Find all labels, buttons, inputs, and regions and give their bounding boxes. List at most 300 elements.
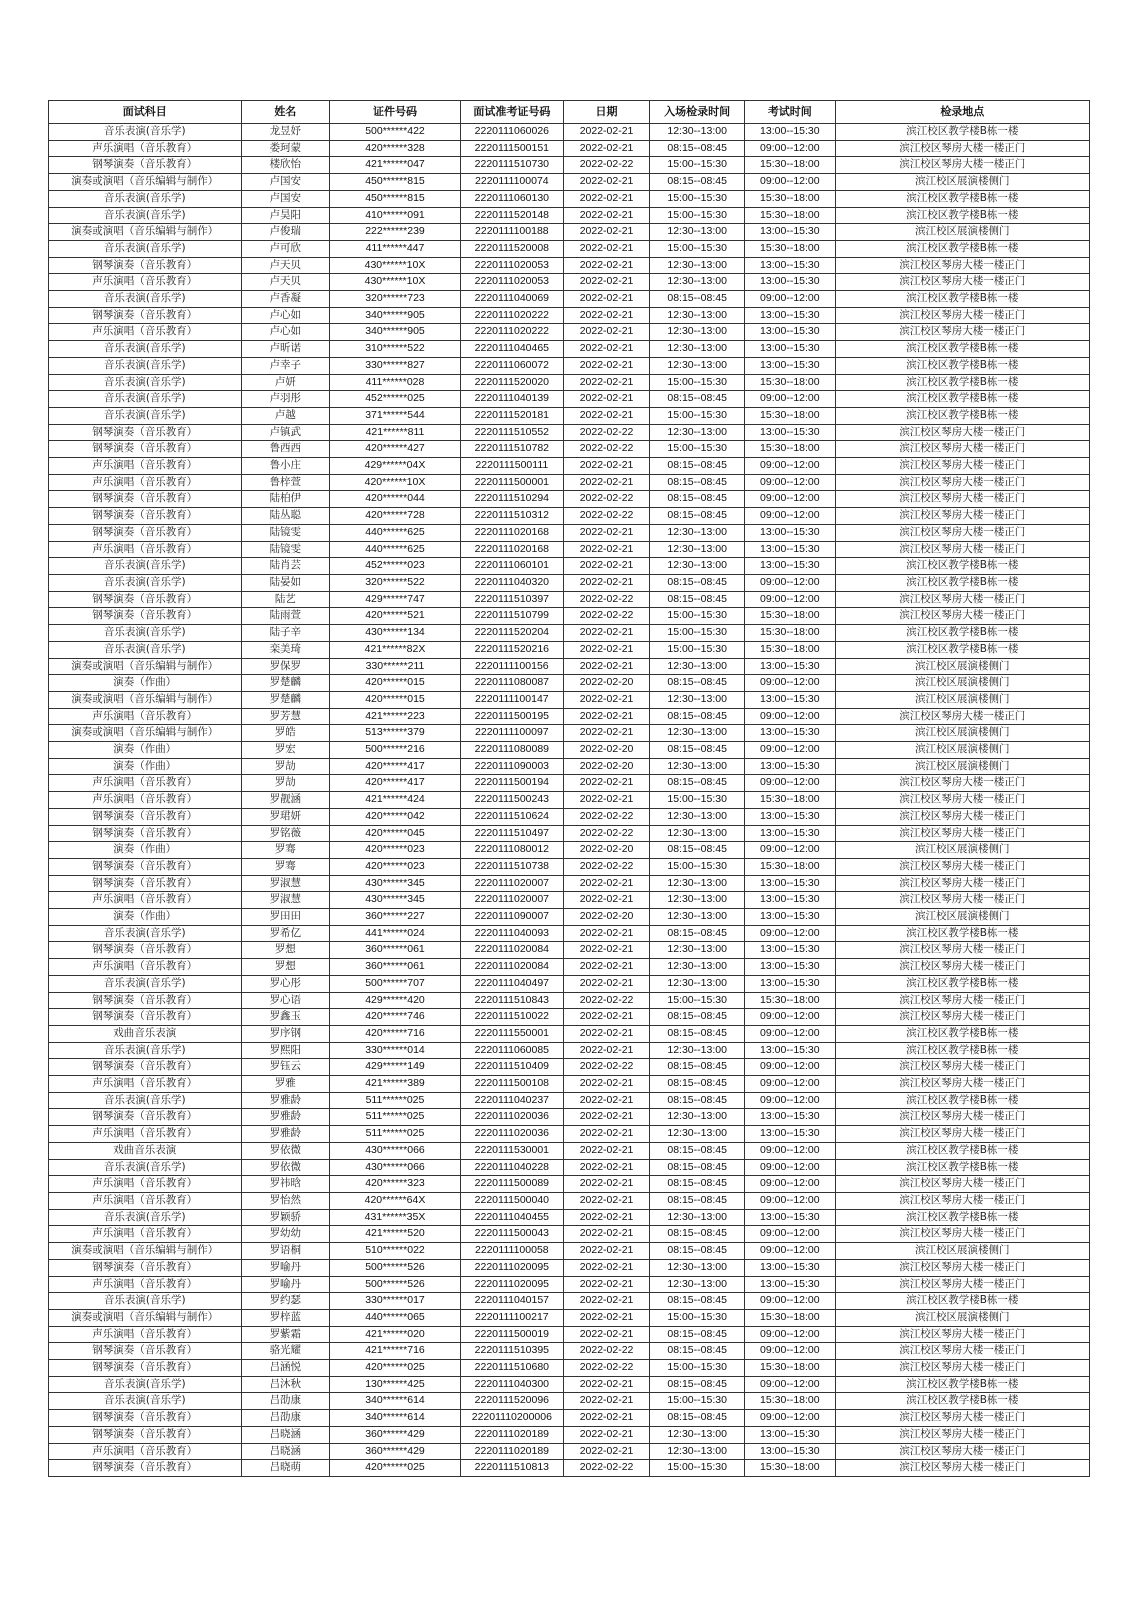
cell-date: 2022-02-21 — [563, 725, 649, 742]
cell-exam-time: 13:00--15:30 — [745, 257, 836, 274]
cell-admission-number: 2220111100097 — [460, 725, 563, 742]
cell-checkin-location: 滨江校区教学楼B栋一楼 — [835, 357, 1089, 374]
cell-id-number: 430******066 — [330, 1142, 461, 1159]
cell-date: 2022-02-21 — [563, 691, 649, 708]
cell-admission-number: 2220111020189 — [460, 1443, 563, 1460]
cell-admission-number: 2220111520096 — [460, 1393, 563, 1410]
table-row — [49, 391, 1090, 408]
cell-id-number: 420******10X — [330, 474, 461, 491]
cell-checkin-location: 滨江校区琴房大楼一楼正门 — [835, 1426, 1089, 1443]
cell-date: 2022-02-21 — [563, 1276, 649, 1293]
cell-checkin-time: 12:30--13:00 — [650, 424, 745, 441]
cell-exam-time: 13:00--15:30 — [745, 875, 836, 892]
cell-date: 2022-02-22 — [563, 441, 649, 458]
cell-name: 罗楚麟 — [241, 691, 330, 708]
cell-date: 2022-02-22 — [563, 608, 649, 625]
cell-date: 2022-02-21 — [563, 558, 649, 575]
cell-subject: 音乐表演(音乐学) — [49, 574, 242, 591]
cell-date: 2022-02-20 — [563, 842, 649, 859]
cell-checkin-time: 12:30--13:00 — [650, 558, 745, 575]
cell-date: 2022-02-22 — [563, 808, 649, 825]
cell-name: 罗希亿 — [241, 925, 330, 942]
cell-checkin-location: 滨江校区教学楼B栋一楼 — [835, 291, 1089, 308]
cell-name: 吕晓萌 — [241, 1460, 330, 1477]
cell-subject: 声乐演唱（音乐教育） — [49, 274, 242, 291]
cell-subject: 戏曲音乐表演 — [49, 1142, 242, 1159]
cell-exam-time: 09:00--12:00 — [745, 458, 836, 475]
cell-name: 吕劭康 — [241, 1410, 330, 1427]
cell-name: 罗皓 — [241, 725, 330, 742]
cell-checkin-time: 12:30--13:00 — [650, 541, 745, 558]
cell-checkin-time: 08:15--08:45 — [650, 458, 745, 475]
cell-checkin-location: 滨江校区琴房大楼一楼正门 — [835, 1410, 1089, 1427]
table-row — [49, 691, 1090, 708]
table-row — [49, 324, 1090, 341]
cell-checkin-location: 滨江校区教学楼B栋一楼 — [835, 374, 1089, 391]
cell-checkin-time: 15:00--15:30 — [650, 992, 745, 1009]
cell-checkin-time: 08:15--08:45 — [650, 775, 745, 792]
cell-name: 罗心彤 — [241, 975, 330, 992]
table-row — [49, 641, 1090, 658]
table-row — [49, 307, 1090, 324]
cell-name: 罗喻丹 — [241, 1276, 330, 1293]
cell-name: 卢昊阳 — [241, 207, 330, 224]
cell-exam-time: 13:00--15:30 — [745, 758, 836, 775]
cell-checkin-location: 滨江校区展演楼侧门 — [835, 842, 1089, 859]
table-row — [49, 157, 1090, 174]
cell-checkin-location: 滨江校区教学楼B栋一楼 — [835, 1025, 1089, 1042]
cell-exam-time: 13:00--15:30 — [745, 357, 836, 374]
cell-checkin-time: 08:15--08:45 — [650, 708, 745, 725]
cell-name: 罗骞 — [241, 858, 330, 875]
cell-exam-time: 13:00--15:30 — [745, 959, 836, 976]
cell-checkin-time: 08:15--08:45 — [650, 1159, 745, 1176]
cell-admission-number: 2220111020036 — [460, 1109, 563, 1126]
cell-date: 2022-02-21 — [563, 1109, 649, 1126]
cell-admission-number: 2220111020168 — [460, 524, 563, 541]
cell-subject: 音乐表演(音乐学) — [49, 341, 242, 358]
cell-checkin-location: 滨江校区琴房大楼一楼正门 — [835, 825, 1089, 842]
cell-name: 娄珂蒙 — [241, 140, 330, 157]
cell-subject: 钢琴演奏（音乐教育） — [49, 992, 242, 1009]
cell-exam-time: 13:00--15:30 — [745, 324, 836, 341]
cell-exam-time: 15:30--18:00 — [745, 1360, 836, 1377]
cell-id-number: 420******417 — [330, 775, 461, 792]
cell-name: 罗保罗 — [241, 658, 330, 675]
cell-exam-time: 15:30--18:00 — [745, 207, 836, 224]
cell-exam-time: 13:00--15:30 — [745, 1276, 836, 1293]
cell-subject: 演奏或演唱（音乐编辑与制作） — [49, 725, 242, 742]
cell-date: 2022-02-21 — [563, 1226, 649, 1243]
table-row — [49, 257, 1090, 274]
cell-checkin-time: 08:15--08:45 — [650, 1193, 745, 1210]
cell-id-number: 411******028 — [330, 374, 461, 391]
cell-exam-time: 13:00--15:30 — [745, 1209, 836, 1226]
cell-checkin-time: 12:30--13:00 — [650, 1109, 745, 1126]
cell-subject: 音乐表演(音乐学) — [49, 190, 242, 207]
cell-checkin-time: 08:15--08:45 — [650, 925, 745, 942]
cell-subject: 钢琴演奏（音乐教育） — [49, 1460, 242, 1477]
cell-checkin-time: 15:00--15:30 — [650, 157, 745, 174]
cell-id-number: 420******64X — [330, 1193, 461, 1210]
cell-checkin-time: 12:30--13:00 — [650, 1443, 745, 1460]
cell-id-number: 440******625 — [330, 541, 461, 558]
cell-admission-number: 2220111510397 — [460, 591, 563, 608]
table-row — [49, 608, 1090, 625]
cell-subject: 钢琴演奏（音乐教育） — [49, 825, 242, 842]
cell-exam-time: 13:00--15:30 — [745, 1042, 836, 1059]
cell-checkin-location: 滨江校区琴房大楼一楼正门 — [835, 1059, 1089, 1076]
cell-exam-time: 15:30--18:00 — [745, 608, 836, 625]
table-row — [49, 524, 1090, 541]
cell-date: 2022-02-21 — [563, 307, 649, 324]
cell-name: 罗钰云 — [241, 1059, 330, 1076]
cell-subject: 音乐表演(音乐学) — [49, 1376, 242, 1393]
cell-name: 卢可欣 — [241, 240, 330, 257]
cell-id-number: 340******614 — [330, 1393, 461, 1410]
cell-checkin-time: 08:15--08:45 — [650, 1410, 745, 1427]
table-row — [49, 508, 1090, 525]
table-row — [49, 1243, 1090, 1260]
table-row — [49, 1092, 1090, 1109]
cell-exam-time: 13:00--15:30 — [745, 892, 836, 909]
cell-date: 2022-02-22 — [563, 157, 649, 174]
cell-admission-number: 2220111020084 — [460, 959, 563, 976]
table-row — [49, 190, 1090, 207]
cell-admission-number: 2220111060085 — [460, 1042, 563, 1059]
cell-checkin-location: 滨江校区琴房大楼一楼正门 — [835, 1343, 1089, 1360]
cell-exam-time: 15:30--18:00 — [745, 625, 836, 642]
cell-admission-number: 22201110200006 — [460, 1410, 563, 1427]
cell-checkin-time: 08:15--08:45 — [650, 1076, 745, 1093]
cell-subject: 钢琴演奏（音乐教育） — [49, 257, 242, 274]
cell-id-number: 360******429 — [330, 1443, 461, 1460]
cell-admission-number: 2220111500043 — [460, 1226, 563, 1243]
cell-admission-number: 2220111510312 — [460, 508, 563, 525]
table-row — [49, 959, 1090, 976]
cell-id-number: 420******746 — [330, 1009, 461, 1026]
cell-admission-number: 2220111020036 — [460, 1126, 563, 1143]
cell-date: 2022-02-21 — [563, 274, 649, 291]
cell-subject: 声乐演唱（音乐教育） — [49, 1226, 242, 1243]
cell-name: 罗序钢 — [241, 1025, 330, 1042]
cell-admission-number: 2220111040300 — [460, 1376, 563, 1393]
cell-checkin-time: 15:00--15:30 — [650, 1460, 745, 1477]
cell-exam-time: 09:00--12:00 — [745, 291, 836, 308]
cell-subject: 声乐演唱（音乐教育） — [49, 474, 242, 491]
cell-exam-time: 09:00--12:00 — [745, 742, 836, 759]
cell-date: 2022-02-22 — [563, 825, 649, 842]
cell-date: 2022-02-21 — [563, 1009, 649, 1026]
cell-subject: 声乐演唱（音乐教育） — [49, 892, 242, 909]
col-header-checkin-location: 检录地点 — [835, 101, 1089, 124]
cell-date: 2022-02-21 — [563, 407, 649, 424]
cell-admission-number: 2220111020222 — [460, 307, 563, 324]
cell-checkin-time: 12:30--13:00 — [650, 691, 745, 708]
cell-id-number: 450******815 — [330, 174, 461, 191]
cell-subject: 演奏（作曲） — [49, 742, 242, 759]
cell-date: 2022-02-21 — [563, 892, 649, 909]
cell-subject: 钢琴演奏（音乐教育） — [49, 441, 242, 458]
cell-exam-time: 09:00--12:00 — [745, 675, 836, 692]
cell-date: 2022-02-20 — [563, 758, 649, 775]
cell-checkin-location: 滨江校区教学楼B栋一楼 — [835, 1159, 1089, 1176]
table-row — [49, 1326, 1090, 1343]
cell-id-number: 420******728 — [330, 508, 461, 525]
cell-checkin-time: 08:15--08:45 — [650, 1226, 745, 1243]
table-row — [49, 1426, 1090, 1443]
cell-date: 2022-02-21 — [563, 1426, 649, 1443]
table-row — [49, 1109, 1090, 1126]
table-row — [49, 658, 1090, 675]
cell-date: 2022-02-21 — [563, 374, 649, 391]
cell-name: 陆镜雯 — [241, 541, 330, 558]
cell-name: 罗雅 — [241, 1076, 330, 1093]
cell-exam-time: 13:00--15:30 — [745, 524, 836, 541]
cell-checkin-location: 滨江校区教学楼B栋一楼 — [835, 1376, 1089, 1393]
cell-checkin-location: 滨江校区琴房大楼一楼正门 — [835, 1109, 1089, 1126]
cell-checkin-location: 滨江校区琴房大楼一楼正门 — [835, 140, 1089, 157]
cell-exam-time: 13:00--15:30 — [745, 1109, 836, 1126]
cell-subject: 钢琴演奏（音乐教育） — [49, 1343, 242, 1360]
cell-admission-number: 2220111020095 — [460, 1276, 563, 1293]
table-row — [49, 975, 1090, 992]
cell-admission-number: 2220111100156 — [460, 658, 563, 675]
cell-exam-time: 09:00--12:00 — [745, 1193, 836, 1210]
cell-name: 卢幸子 — [241, 357, 330, 374]
cell-subject: 钢琴演奏（音乐教育） — [49, 608, 242, 625]
cell-exam-time: 15:30--18:00 — [745, 641, 836, 658]
cell-subject: 钢琴演奏（音乐教育） — [49, 491, 242, 508]
cell-subject: 演奏或演唱（音乐编辑与制作） — [49, 224, 242, 241]
cell-admission-number: 2220111100058 — [460, 1243, 563, 1260]
cell-admission-number: 2220111100074 — [460, 174, 563, 191]
cell-checkin-location: 滨江校区展演楼侧门 — [835, 725, 1089, 742]
cell-checkin-location: 滨江校区琴房大楼一楼正门 — [835, 591, 1089, 608]
table-row — [49, 1126, 1090, 1143]
cell-checkin-time: 08:15--08:45 — [650, 574, 745, 591]
header-row — [49, 101, 1090, 124]
cell-admission-number: 2220111510843 — [460, 992, 563, 1009]
cell-exam-time: 09:00--12:00 — [745, 591, 836, 608]
cell-id-number: 450******815 — [330, 190, 461, 207]
cell-admission-number: 2220111020007 — [460, 875, 563, 892]
cell-exam-time: 09:00--12:00 — [745, 1326, 836, 1343]
table-row — [49, 842, 1090, 859]
table-row — [49, 792, 1090, 809]
cell-name: 陆柏伊 — [241, 491, 330, 508]
cell-subject: 音乐表演(音乐学) — [49, 391, 242, 408]
cell-subject: 钢琴演奏（音乐教育） — [49, 1410, 242, 1427]
table-row — [49, 558, 1090, 575]
cell-name: 鲁西西 — [241, 441, 330, 458]
cell-checkin-location: 滨江校区琴房大楼一楼正门 — [835, 1126, 1089, 1143]
cell-admission-number: 2220111020222 — [460, 324, 563, 341]
cell-admission-number: 2220111100147 — [460, 691, 563, 708]
cell-exam-time: 15:30--18:00 — [745, 407, 836, 424]
cell-admission-number: 2220111020007 — [460, 892, 563, 909]
cell-subject: 音乐表演(音乐学) — [49, 124, 242, 141]
cell-checkin-location: 滨江校区教学楼B栋一楼 — [835, 1209, 1089, 1226]
table-row — [49, 541, 1090, 558]
table-row — [49, 174, 1090, 191]
cell-id-number: 429******747 — [330, 591, 461, 608]
cell-subject: 音乐表演(音乐学) — [49, 291, 242, 308]
cell-name: 罗依微 — [241, 1142, 330, 1159]
cell-admission-number: 2220111520020 — [460, 374, 563, 391]
cell-name: 吕晓涵 — [241, 1443, 330, 1460]
cell-checkin-time: 08:15--08:45 — [650, 591, 745, 608]
cell-admission-number: 2220111500111 — [460, 458, 563, 475]
cell-id-number: 222******239 — [330, 224, 461, 241]
cell-exam-time: 13:00--15:30 — [745, 975, 836, 992]
cell-checkin-time: 08:15--08:45 — [650, 1343, 745, 1360]
cell-subject: 演奏或演唱（音乐编辑与制作） — [49, 1309, 242, 1326]
cell-date: 2022-02-21 — [563, 357, 649, 374]
cell-admission-number: 2220111500089 — [460, 1176, 563, 1193]
table-row — [49, 341, 1090, 358]
cell-date: 2022-02-20 — [563, 909, 649, 926]
cell-exam-time: 15:30--18:00 — [745, 157, 836, 174]
cell-subject: 钢琴演奏（音乐教育） — [49, 524, 242, 541]
table-row — [49, 124, 1090, 141]
cell-exam-time: 09:00--12:00 — [745, 1159, 836, 1176]
cell-checkin-location: 滨江校区教学楼B栋一楼 — [835, 574, 1089, 591]
cell-admission-number: 2220111080089 — [460, 742, 563, 759]
cell-checkin-time: 12:30--13:00 — [650, 341, 745, 358]
cell-date: 2022-02-21 — [563, 291, 649, 308]
cell-admission-number: 2220111510782 — [460, 441, 563, 458]
cell-id-number: 420******417 — [330, 758, 461, 775]
table-row — [49, 1176, 1090, 1193]
cell-id-number: 511******025 — [330, 1092, 461, 1109]
cell-id-number: 430******10X — [330, 257, 461, 274]
cell-name: 罗心语 — [241, 992, 330, 1009]
cell-exam-time: 15:30--18:00 — [745, 1460, 836, 1477]
cell-checkin-time: 08:15--08:45 — [650, 291, 745, 308]
cell-id-number: 360******061 — [330, 942, 461, 959]
cell-checkin-location: 滨江校区琴房大楼一楼正门 — [835, 792, 1089, 809]
cell-name: 罗幼幼 — [241, 1226, 330, 1243]
cell-date: 2022-02-21 — [563, 875, 649, 892]
cell-id-number: 440******625 — [330, 524, 461, 541]
cell-id-number: 513******379 — [330, 725, 461, 742]
col-header-date: 日期 — [563, 101, 649, 124]
cell-checkin-time: 15:00--15:30 — [650, 1393, 745, 1410]
cell-checkin-location: 滨江校区教学楼B栋一楼 — [835, 975, 1089, 992]
cell-admission-number: 2220111060101 — [460, 558, 563, 575]
cell-name: 陆雨萱 — [241, 608, 330, 625]
table-row — [49, 1393, 1090, 1410]
cell-checkin-location: 滨江校区教学楼B栋一楼 — [835, 341, 1089, 358]
cell-subject: 钢琴演奏（音乐教育） — [49, 1259, 242, 1276]
cell-id-number: 421******82X — [330, 641, 461, 658]
cell-checkin-time: 12:30--13:00 — [650, 1276, 745, 1293]
col-header-id-number: 证件号码 — [330, 101, 461, 124]
cell-name: 陆丛聪 — [241, 508, 330, 525]
cell-exam-time: 13:00--15:30 — [745, 942, 836, 959]
cell-exam-time: 09:00--12:00 — [745, 474, 836, 491]
cell-id-number: 421******020 — [330, 1326, 461, 1343]
cell-date: 2022-02-21 — [563, 1309, 649, 1326]
cell-name: 陆晏如 — [241, 574, 330, 591]
table-row — [49, 1293, 1090, 1310]
cell-checkin-location: 滨江校区展演楼侧门 — [835, 174, 1089, 191]
cell-name: 卢越 — [241, 407, 330, 424]
cell-checkin-location: 滨江校区琴房大楼一楼正门 — [835, 274, 1089, 291]
table-row — [49, 1025, 1090, 1042]
cell-id-number: 421******047 — [330, 157, 461, 174]
cell-name: 卢香凝 — [241, 291, 330, 308]
cell-id-number: 420******015 — [330, 675, 461, 692]
table-row — [49, 1443, 1090, 1460]
cell-name: 鲁梓萱 — [241, 474, 330, 491]
cell-checkin-location: 滨江校区教学楼B栋一楼 — [835, 1393, 1089, 1410]
cell-subject: 钢琴演奏（音乐教育） — [49, 157, 242, 174]
cell-admission-number: 2220111510294 — [460, 491, 563, 508]
cell-checkin-location: 滨江校区展演楼侧门 — [835, 658, 1089, 675]
cell-admission-number: 2220111020189 — [460, 1426, 563, 1443]
cell-name: 吕劭康 — [241, 1393, 330, 1410]
cell-exam-time: 09:00--12:00 — [745, 1410, 836, 1427]
cell-date: 2022-02-21 — [563, 190, 649, 207]
cell-checkin-location: 滨江校区琴房大楼一楼正门 — [835, 1276, 1089, 1293]
cell-subject: 声乐演唱（音乐教育） — [49, 324, 242, 341]
cell-admission-number: 2220111020053 — [460, 257, 563, 274]
cell-exam-time: 09:00--12:00 — [745, 1343, 836, 1360]
cell-checkin-location: 滨江校区琴房大楼一楼正门 — [835, 858, 1089, 875]
cell-date: 2022-02-22 — [563, 591, 649, 608]
cell-date: 2022-02-21 — [563, 207, 649, 224]
cell-checkin-location: 滨江校区琴房大楼一楼正门 — [835, 708, 1089, 725]
cell-date: 2022-02-21 — [563, 474, 649, 491]
table-row — [49, 825, 1090, 842]
cell-date: 2022-02-21 — [563, 1092, 649, 1109]
cell-name: 罗雅龄 — [241, 1109, 330, 1126]
cell-date: 2022-02-20 — [563, 675, 649, 692]
cell-subject: 音乐表演(音乐学) — [49, 558, 242, 575]
cell-admission-number: 2220111510552 — [460, 424, 563, 441]
cell-admission-number: 2220111090003 — [460, 758, 563, 775]
cell-subject: 音乐表演(音乐学) — [49, 1209, 242, 1226]
table-row — [49, 1076, 1090, 1093]
cell-id-number: 420******323 — [330, 1176, 461, 1193]
cell-exam-time: 09:00--12:00 — [745, 1142, 836, 1159]
cell-admission-number: 2220111510738 — [460, 858, 563, 875]
cell-admission-number: 2220111500195 — [460, 708, 563, 725]
cell-checkin-location: 滨江校区教学楼B栋一楼 — [835, 391, 1089, 408]
cell-exam-time: 09:00--12:00 — [745, 1176, 836, 1193]
cell-subject: 戏曲音乐表演 — [49, 1025, 242, 1042]
cell-admission-number: 2220111500194 — [460, 775, 563, 792]
cell-checkin-location: 滨江校区琴房大楼一楼正门 — [835, 508, 1089, 525]
cell-checkin-time: 12:30--13:00 — [650, 307, 745, 324]
cell-exam-time: 13:00--15:30 — [745, 224, 836, 241]
cell-admission-number: 2220111510395 — [460, 1343, 563, 1360]
cell-checkin-time: 15:00--15:30 — [650, 240, 745, 257]
cell-date: 2022-02-21 — [563, 708, 649, 725]
cell-date: 2022-02-22 — [563, 858, 649, 875]
cell-date: 2022-02-21 — [563, 140, 649, 157]
table-row — [49, 274, 1090, 291]
cell-id-number: 500******526 — [330, 1276, 461, 1293]
cell-checkin-location: 滨江校区展演楼侧门 — [835, 691, 1089, 708]
cell-id-number: 340******905 — [330, 324, 461, 341]
cell-id-number: 330******827 — [330, 357, 461, 374]
table-row — [49, 708, 1090, 725]
cell-date: 2022-02-22 — [563, 1460, 649, 1477]
cell-subject: 声乐演唱（音乐教育） — [49, 792, 242, 809]
